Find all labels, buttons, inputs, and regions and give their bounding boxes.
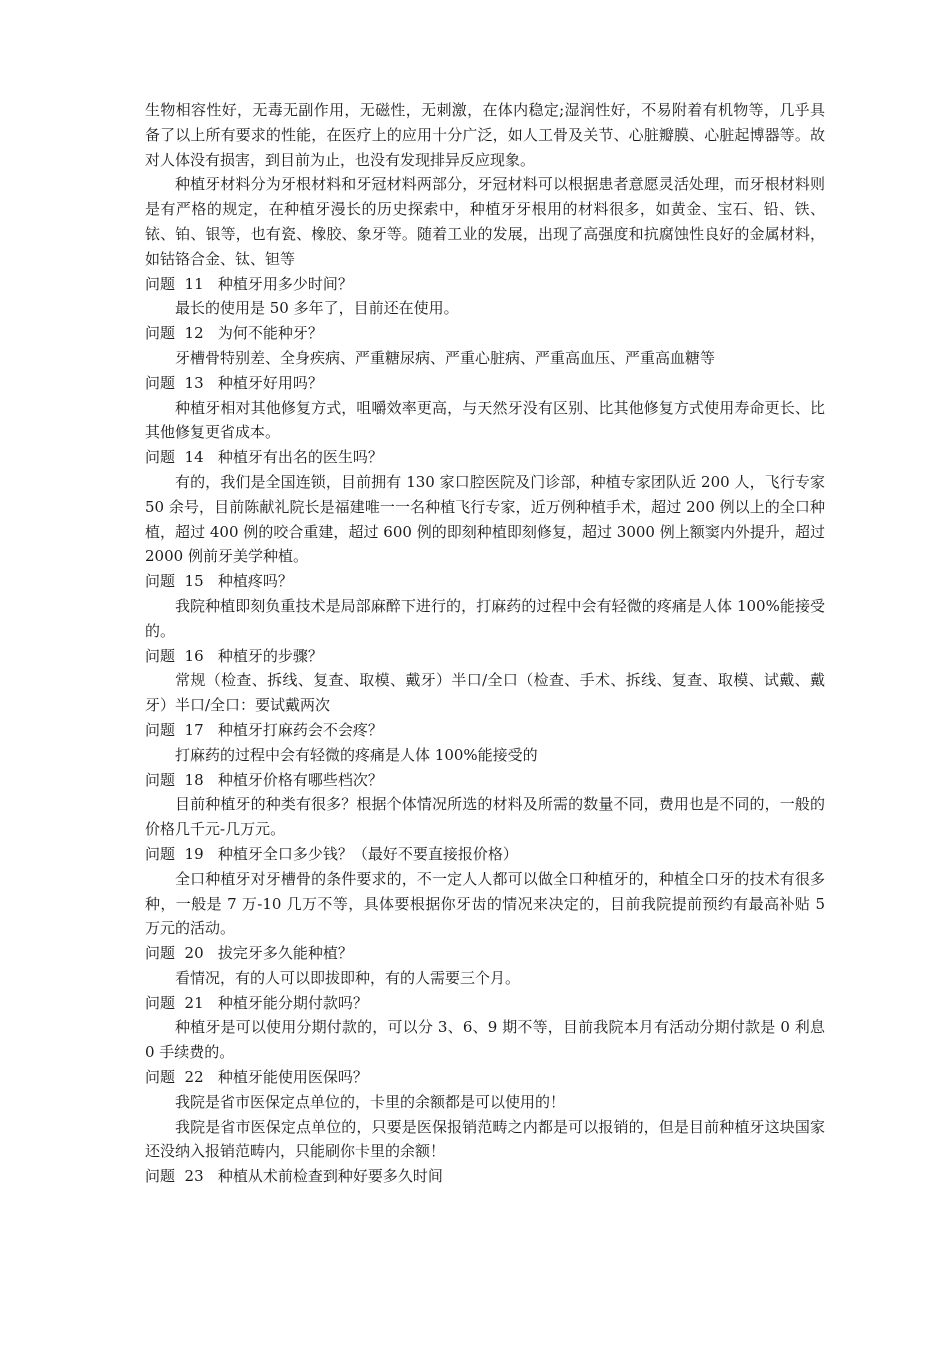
document-page bbox=[145, 98, 825, 1189]
question-heading: 问题 20 拔完牙多久能种植？ bbox=[145, 944, 353, 963]
question-heading: 问题 21 种植牙能分期付款吗？ bbox=[145, 993, 368, 1012]
answer-paragraph: 我院是省市医保定点单位的，只要是医保报销范畴之内都是可以报销的，但是目前种植牙这块国家还没纳入报销范畴内，只能刷你卡里的余额！ bbox=[145, 1117, 825, 1161]
question-heading: 问题 11 种植牙用多少时间？ bbox=[145, 274, 353, 293]
question-heading: 问题 17 种植牙打麻药会不会疼？ bbox=[145, 720, 383, 739]
question-heading: 问题 12 为何不能种牙？ bbox=[145, 324, 323, 343]
question-heading: 问题 16 种植牙的步骤？ bbox=[145, 646, 323, 665]
answer-paragraph: 全口种植牙对牙槽骨的条件要求的，不一定人人都可以做全口种植牙的，种植全口牙的技术有很多种，一般是 7 万-10 几万不等，具体要根据你牙齿的情况来决定的，目前我院提前预约有最高补贴 5 万元的活动。 bbox=[145, 869, 825, 938]
question-heading: 问题 19 种植牙全口多少钱？（最好不要直接报价格） bbox=[145, 844, 518, 863]
answer-paragraph: 最长的使用是 50 多年了，目前还在使用。 bbox=[175, 299, 459, 318]
answer-paragraph: 种植牙相对其他修复方式，咀嚼效率更高，与天然牙没有区别、比其他修复方式使用寿命更长、比其他修复更省成本。 bbox=[145, 398, 825, 442]
question-heading: 问题 22 种植牙能使用医保吗？ bbox=[145, 1068, 368, 1087]
question-heading: 问题 23 种植从术前检查到种好要多久时间 bbox=[145, 1167, 443, 1186]
answer-paragraph: 我院种植即刻负重技术是局部麻醉下进行的，打麻药的过程中会有轻微的疼痛是人体 100%能接受的。 bbox=[145, 596, 825, 640]
answer-paragraph: 牙槽骨特别差、全身疾病、严重糖尿病、严重心脏病、严重高血压、严重高血糖等 bbox=[175, 348, 716, 367]
answer-paragraph: 打麻药的过程中会有轻微的疼痛是人体 100%能接受的 bbox=[175, 745, 538, 764]
question-heading: 问题 15 种植疼吗？ bbox=[145, 572, 293, 591]
question-heading: 问题 18 种植牙价格有哪些档次？ bbox=[145, 770, 383, 789]
answer-paragraph: 有的，我们是全国连锁，目前拥有 130 家口腔医院及门诊部，种植专家团队近 200 人，飞行专家 50 余号，目前陈献礼院长是福建唯一一名种植飞行专家，近万例种植手术，超过 200 例以上的全口种植，超过 400 例的咬合重建，超过 600 例的即刻种植即刻修复，超过 3000 例上额窦内外提升，超过 2000 例前牙美学种植。 bbox=[145, 472, 825, 566]
answer-paragraph: 我院是省市医保定点单位的，卡里的余额都是可以使用的！ bbox=[175, 1092, 566, 1111]
question-heading: 问题 14 种植牙有出名的医生吗？ bbox=[145, 448, 383, 467]
answer-paragraph: 看情况，有的人可以即拔即种，有的人需要三个月。 bbox=[175, 968, 521, 987]
answer-paragraph: 生物相容性好，无毒无副作用，无磁性，无刺激，在体内稳定;湿润性好，不易附着有机物等，几乎具备了以上所有要求的性能，在医疗上的应用十分广泛，如人工骨及关节、心脏瓣膜、心脏起博器等。故对人体没有损害，到目前为止，也没有发现排异反应现象。 bbox=[145, 101, 825, 169]
question-heading: 问题 13 种植牙好用吗？ bbox=[145, 373, 323, 392]
answer-paragraph: 目前种植牙的种类有很多？根据个体情况所选的材料及所需的数量不同，费用也是不同的，一般的价格几千元-几万元。 bbox=[145, 795, 825, 839]
answer-paragraph: 种植牙材料分为牙根材料和牙冠材料两部分，牙冠材料可以根据患者意愿灵活处理，而牙根材料则是有严格的规定，在种植牙漫长的历史探索中，种植牙牙根用的材料很多，如黄金、宝石、铅、铁、铱、铂、银等，也有瓷、橡胶、象牙等。随着工业的发展，出现了高强度和抗腐蚀性良好的金属材料，如钴铬合金、钛、钽等 bbox=[145, 175, 825, 268]
answer-paragraph: 种植牙是可以使用分期付款的，可以分 3、6、9 期不等，目前我院本月有活动分期付款是 0 利息 0 手续费的。 bbox=[145, 1018, 825, 1062]
answer-paragraph: 常规（检查、拆线、复查、取模、戴牙）半口/全口（检查、手术、拆线、复查、取模、试戴、戴牙）半口/全口：要试戴两次 bbox=[145, 671, 825, 715]
